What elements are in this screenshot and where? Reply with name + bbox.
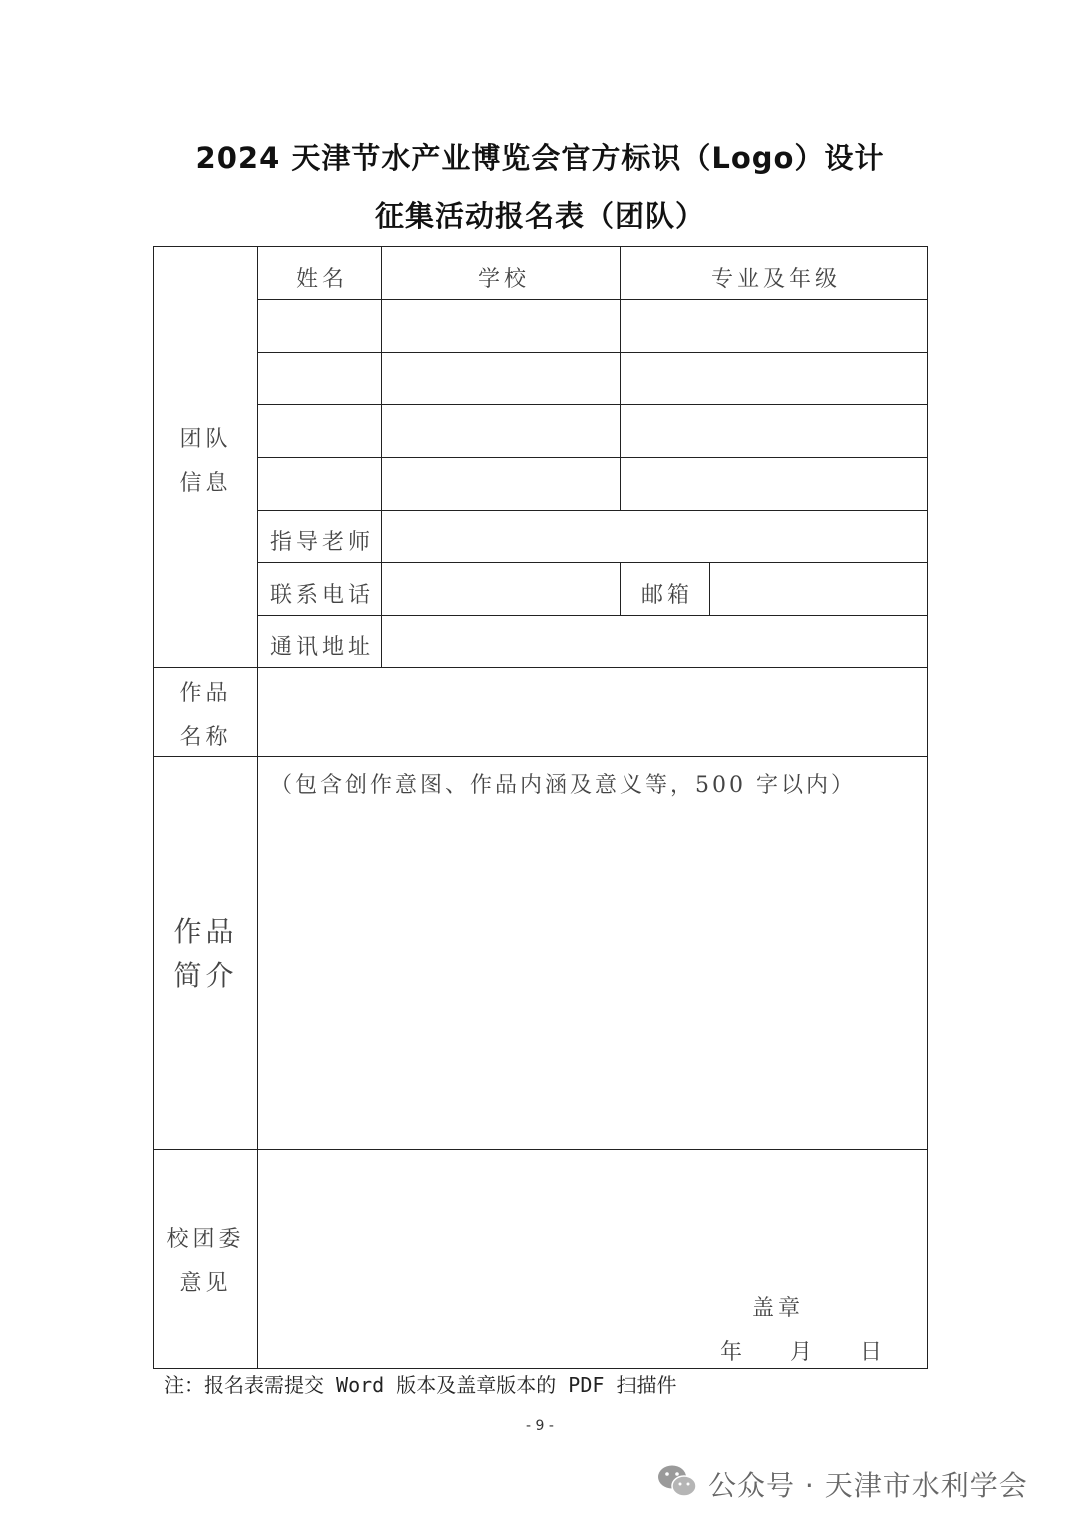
- header-major-grade: 专业及年级: [711, 267, 842, 292]
- member3-major-field[interactable]: [621, 405, 926, 456]
- email-label: 邮箱: [641, 583, 694, 608]
- form-note: 注：报名表需提交 Word 版本及盖章版本的 PDF 扫描件: [164, 1373, 677, 1397]
- intro-field[interactable]: [258, 800, 926, 1148]
- member2-name-field[interactable]: [258, 353, 380, 403]
- member4-major-field[interactable]: [621, 458, 926, 509]
- phone-label: 联系电话: [270, 583, 375, 608]
- member1-name-field[interactable]: [258, 300, 380, 351]
- member2-major-field[interactable]: [621, 353, 926, 403]
- advisor-label: 指导老师: [270, 530, 375, 555]
- watermark-text: 公众号 · 天津市水利学会: [708, 1469, 1028, 1502]
- work-name-field[interactable]: [258, 668, 926, 755]
- member4-school-field[interactable]: [382, 458, 619, 509]
- address-label: 通讯地址: [270, 635, 375, 660]
- intro-label: 作品 简介: [173, 915, 238, 992]
- address-field[interactable]: [382, 616, 926, 666]
- seal-label: 盖章: [752, 1296, 805, 1321]
- work-name-label: 作品 名称: [179, 681, 232, 750]
- form-title-line2: 征集活动报名表（团队）: [374, 199, 705, 233]
- wechat-watermark: [656, 1462, 1028, 1506]
- member1-major-field[interactable]: [621, 300, 926, 351]
- member3-school-field[interactable]: [382, 405, 619, 456]
- date-label: 年 月 日: [720, 1340, 886, 1365]
- header-school: 学校: [478, 267, 531, 292]
- page-number: - 9 -: [526, 1418, 554, 1434]
- league-opinion-label: 校团委 意见: [166, 1227, 245, 1296]
- league-opinion-field[interactable]: [258, 1150, 926, 1280]
- advisor-field[interactable]: [382, 511, 926, 561]
- intro-hint: （包含创作意图、作品内涵及意义等，500 字以内）: [270, 773, 856, 798]
- team-info-label: 团队 信息: [179, 427, 232, 496]
- email-field[interactable]: [710, 563, 926, 614]
- member4-name-field[interactable]: [258, 458, 380, 509]
- header-name: 姓名: [296, 267, 349, 292]
- member3-name-field[interactable]: [258, 405, 380, 456]
- phone-field[interactable]: [382, 563, 619, 614]
- form-title-line1: 2024 天津节水产业博览会官方标识（Logo）设计: [195, 141, 885, 175]
- member1-school-field[interactable]: [382, 300, 619, 351]
- wechat-icon: [656, 1463, 698, 1506]
- member2-school-field[interactable]: [382, 353, 619, 403]
